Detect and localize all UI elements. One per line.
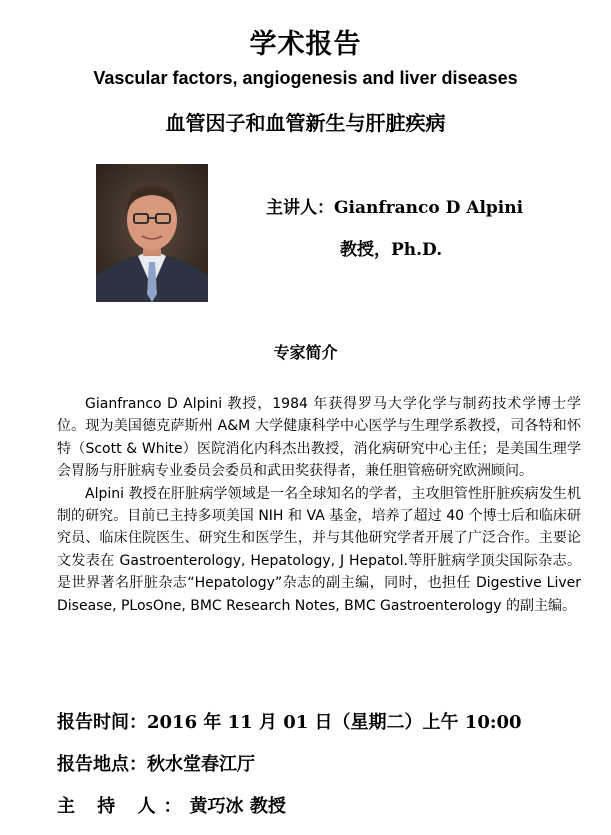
section-title: 专家简介 bbox=[273, 343, 338, 362]
speaker-photo bbox=[96, 164, 208, 302]
page-title: 学术报告 bbox=[249, 29, 362, 60]
chinese-title: 血管因子和血管新生与肝脏疾病 bbox=[165, 111, 446, 135]
report-host bbox=[57, 792, 286, 818]
bio-paragraph: Alpini 教授在肝脏病学领域是一名全球知名的学者，主攻胆管性肝脏疾病发生机制的研究。目前已主持多项美国 NIH 和 VA 基金，培养了超过 40 个博士后和临床研究员、临床住院医生、研究生和医学生，并与其他研究学者开展了广泛合作。主要论文发表在 Gastroenterology, Hepatology, J Hepatol.等肝脏病学顶尖国际杂志。是世界著名肝脏杂志“Hepatology”杂志的副主编，同时，也担任 Digestive Liver Disease, PLosOne, BMC Research Notes, BMC Gastroenterology 的副主编。 bbox=[57, 485, 581, 614]
report-time: 报告时间：2016 年 11 月 01 日（星期二）上午 10:00 bbox=[57, 712, 522, 733]
speaker-name: 主讲人：Gianfranco D Alpini bbox=[266, 198, 524, 218]
biography bbox=[57, 393, 581, 617]
host-label: 主 持 人： bbox=[57, 796, 190, 817]
english-title: Vascular factors, angiogenesis and liver diseases bbox=[93, 68, 518, 88]
host-name: 黄巧冰 教授 bbox=[189, 796, 286, 817]
speaker-rank: 教授，Ph.D. bbox=[340, 240, 443, 260]
report-place: 报告地点：秋水堂春江厅 bbox=[57, 754, 255, 775]
bio-paragraph: Gianfranco D Alpini 教授，1984 年获得罗马大学化学与制药技术学博士学位。现为美国德克萨斯州 A&M 大学健康科学中心医学与生理学系教授，司各特和怀特（Scott & White）医院消化内科杰出教授，消化病研究中心主任；是美国生理学会胃肠与肝脏病专业委员会委员和武田奖获得者，兼任胆管癌研究欧洲顾问。 bbox=[57, 396, 581, 480]
